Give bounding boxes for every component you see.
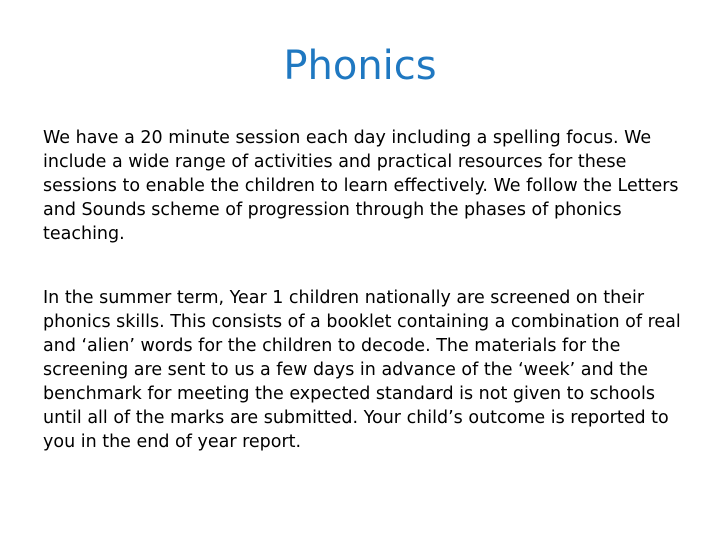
- slide-title: Phonics: [283, 43, 437, 89]
- paragraph-session-info: We have a 20 minute session each day including a spelling focus. We include a wide range of activities and practical resources for these sessions to enable the children to learn effectively. We follow the Letters and Sounds scheme of progression through the phases of phonics teaching.: [43, 128, 679, 244]
- paragraph-screening-info: In the summer term, Year 1 children nationally are screened on their phonics skills. This consists of a booklet containing a combination of real and ‘alien’ words for the children to decode. The materials for the screening are sent to us a few days in advance of the ‘week’ and the benchmark for meeting the expected standard is not given to schools until all of the marks are submitted. Your child’s outcome is reported to you in the end of year report.: [43, 288, 681, 452]
